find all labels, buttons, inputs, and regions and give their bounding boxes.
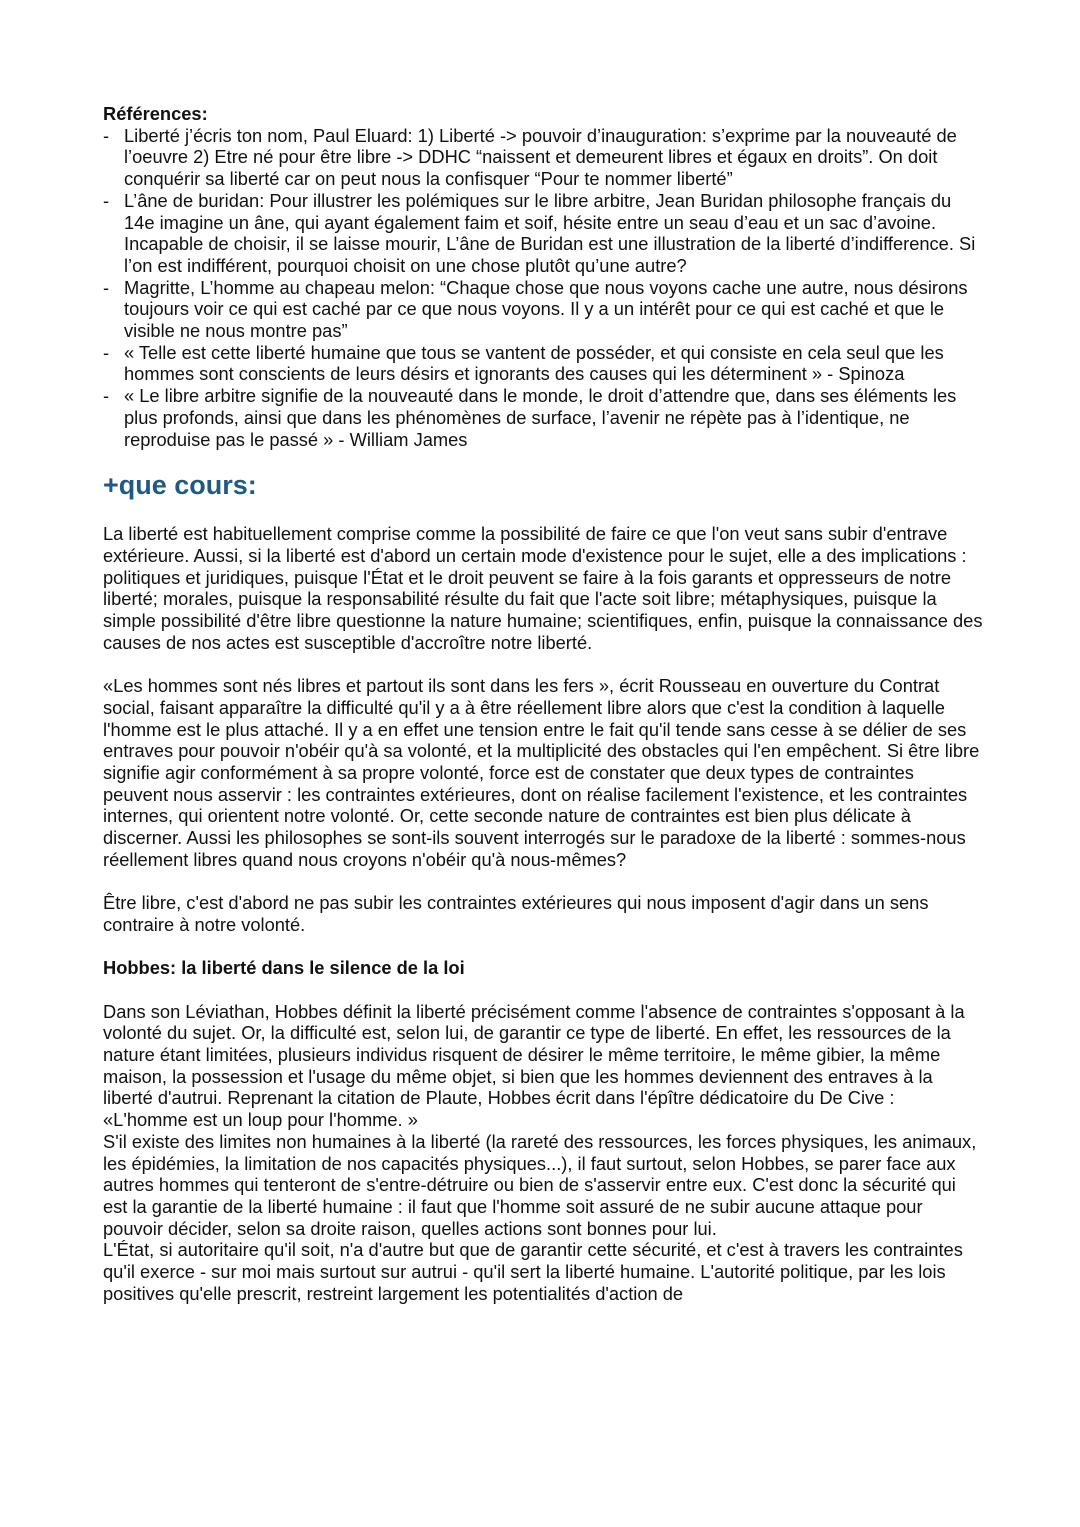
hobbes-heading: Hobbes: la liberté dans le silence de la loi: [103, 957, 465, 979]
bullet-dash: -: [103, 276, 110, 298]
bullet-dash: -: [103, 124, 110, 146]
hobbes-paragraph: S'il existe des limites non humaines à la liberté (la rareté des ressources, les forces physiques, les animaux, les épidémies, la limitation de nos capacités physiques...), il faut surtout, selon Hobbes, se parer face aux autres hommes qui tenteront de s'entre-détruire ou bien de s'asservir entre eux. C'est donc la sécurité qui est la garantie de la liberté humaine : il faut que l'homme soit assuré de ne subir aucune attaque pour pouvoir décider, selon sa droite raison, quelles actions sont bonnes pour lui.: [103, 1130, 977, 1239]
hobbes-paragraph: L'État, si autoritaire qu'il soit, n'a d'autre but que de garantir cette sécurité, et c'est à travers les contraintes qu'il exerce - sur moi mais surtout sur autrui - qu'il sert la liberté humaine. L'autorité politique, par les lois positives qu'elle prescrit, restreint largement les potentialités d'action de: [103, 1239, 963, 1304]
cours-section-title: +que cours:: [103, 470, 257, 501]
reference-item-spinoza: [103, 342, 983, 385]
bullet-dash: -: [103, 341, 110, 363]
references-heading: Références:: [103, 103, 208, 124]
cours-paragraph: La liberté est habituellement comprise comme la possibilité de faire ce que l'on veut sans subir d'entrave extérieure. Aussi, si la liberté est d'abord un certain mode d'existence pour le sujet, elle a des implications : politiques et juridiques, puisque l'État et le droit peuvent se faire à la fois garants et oppresseurs de notre liberté; morales, puisque la responsabilité résulte du fait que l'acte soit libre; métaphysiques, puisque la simple possibilité d'être libre questionne la nature humaine; scientifiques, enfin, puisque la connaissance des causes de nos actes est susceptible d'accroître notre liberté.: [103, 523, 983, 653]
bullet-dash: -: [103, 385, 110, 407]
cours-paragraph: Être libre, c'est d'abord ne pas subir les contraintes extérieures qui nous imposent d'agir dans un sens contraire à notre volonté.: [103, 892, 929, 935]
reference-item-buridan: [103, 190, 983, 277]
reference-item-james: [103, 385, 983, 450]
reference-item-magritte: [103, 277, 983, 342]
hobbes-paragraph: Dans son Léviathan, Hobbes définit la liberté précisément comme l'absence de contraintes s'opposant à la volonté du sujet. Or, la difficulté est, selon lui, de garantir ce type de liberté. En effet, les ressources de la nature étant limitées, plusieurs individus risquent de désirer le même territoire, le même gibier, la même maison, la possession et l'usage du même objet, si bien que les hommes deviennent des entraves à la liberté d'autrui. Reprenant la citation de Plaute, Hobbes écrit dans l'épître dédicatoire du De Cive : «L'homme est un loup pour l'homme. »: [103, 1000, 965, 1131]
reference-text: Magritte, L’homme au chapeau melon: “Chaque chose que nous voyons cache une autre, nous désirons toujours voir ce qui est caché par ce que nous voyons. Il y a un intérêt pour ce qui est caché et que le visible ne nous montre pas”: [124, 276, 968, 342]
reference-item-eluard: [103, 125, 983, 190]
reference-text: Liberté j’écris ton nom, Paul Eluard: 1) Liberté -> pouvoir d’inauguration: s’exprime par la nouveauté de l’oeuvre 2) Etre né pour être libre -> DDHC “naissent et demeurent libres et égaux en droits”. On doit conquérir sa liberté car on peut nous la confisquer “Pour te nommer liberté”: [124, 124, 957, 190]
references-list: [103, 125, 983, 451]
bullet-dash: -: [103, 189, 110, 211]
reference-text: L’âne de buridan: Pour illustrer les polémiques sur le libre arbitre, Jean Buridan philosophe français du 14e imagine un âne, qui ayant également faim et soif, hésite entre un seau d’eau et un sac d’avoine. Incapable de choisir, il se laisse mourir, L’âne de Buridan est une illustration de la liberté d’indifference. Si l’on est indifférent, pourquoi choisit on une chose plutôt qu’une autre?: [124, 189, 976, 276]
cours-paragraph: «Les hommes sont nés libres et partout ils sont dans les fers », écrit Rousseau en ouverture du Contrat social, faisant apparaître la difficulté qu'il y a à être réellement libre alors que c'est la condition à laquelle l'homme est le plus attaché. Il y a en effet une tension entre le fait qu'il tende sans cesse à se délier de ses entraves pour pouvoir n'obéir qu'à sa volonté, et la multiplicité des obstacles qui l'en empêchent. Si être libre signifie agir conformément à sa propre volonté, force est de constater que deux types de contraintes peuvent nous asservir : les contraintes extérieures, dont on réalise facilement l'existence, et les contraintes internes, qui orientent notre volonté. Or, cette seconde nature de contraintes est bien plus délicate à discerner. Aussi les philosophes se sont-ils souvent interrogés sur le paradoxe de la liberté : sommes-nous réellement libres quand nous croyons n'obéir qu'à nous-mêmes?: [103, 675, 980, 870]
document-page: [103, 103, 983, 1305]
reference-text: « Le libre arbitre signifie de la nouveauté dans le monde, le droit d’attendre que, dans ses éléments les plus profonds, ainsi que dans les phénomènes de surface, l’avenir ne répète pas à l’identique, ne reproduise pas le passé » - William James: [124, 385, 957, 450]
reference-text: « Telle est cette liberté humaine que tous se vantent de posséder, et qui consiste en cela seul que les hommes sont conscients de leurs désirs et ignorants des causes qui les déterminent » - Spinoza: [124, 341, 944, 385]
